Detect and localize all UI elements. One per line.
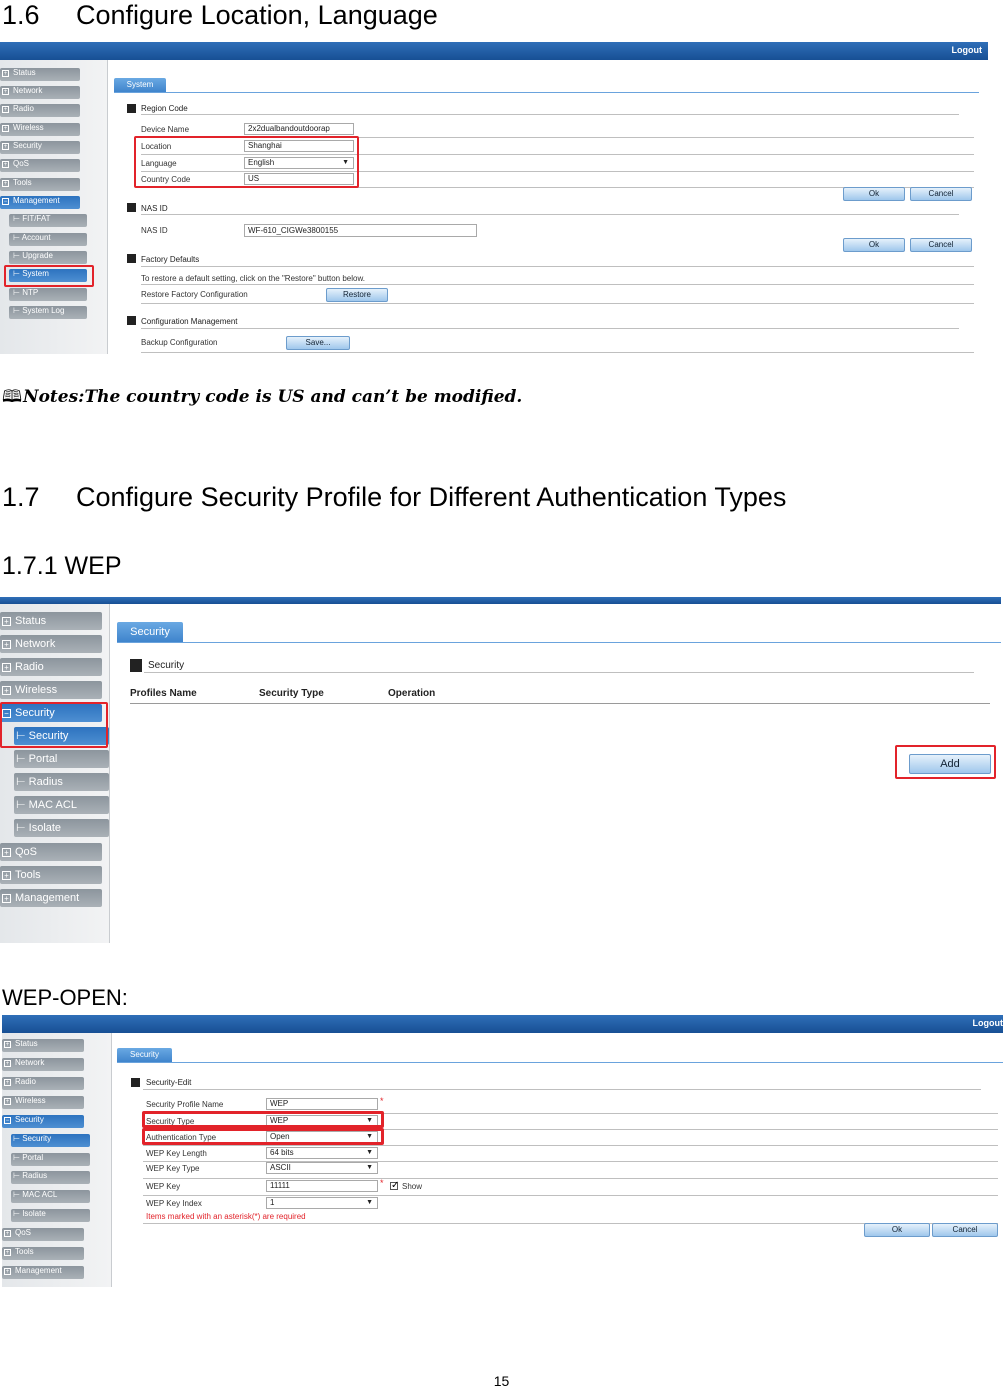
top-bar (0, 42, 988, 60)
sidebar (0, 60, 108, 354)
label-wep-key-index: WEP Key Index (146, 1199, 202, 1208)
nav-item-status[interactable]: + Status (2, 1039, 84, 1052)
heading-number: 1.7 (2, 482, 40, 512)
nav-item-security[interactable]: + Security (0, 141, 80, 154)
label-nas-id: NAS ID (141, 226, 168, 235)
nas-ok-button[interactable]: Ok (843, 238, 905, 252)
subnav-item-security[interactable]: ⊢ Security (11, 1134, 90, 1147)
nav-item-status[interactable]: + Status (0, 68, 80, 81)
label-authentication-type: Authentication Type (146, 1133, 217, 1142)
authentication-type-select[interactable]: Open ▼ (266, 1131, 378, 1143)
section-title-config-management: Configuration Management (141, 317, 238, 326)
screenshot-security-list (0, 597, 1001, 943)
highlight-authentication-type (142, 1128, 384, 1145)
tab-system[interactable]: System (114, 78, 166, 92)
label-device-name: Device Name (141, 125, 190, 134)
sidebar (2, 1033, 112, 1287)
chevron-down-icon: ▼ (366, 1149, 373, 1156)
heading-text: Configure Security Profile for Different Authentication Types (76, 482, 787, 512)
highlight-security-type (142, 1111, 384, 1128)
subnav-item-ntp[interactable]: ⊢ NTP (9, 288, 87, 301)
subnav-item-upgrade[interactable]: ⊢ Upgrade (9, 251, 87, 264)
book-icon: 🕮 (2, 387, 23, 407)
subnav-item-portal[interactable]: ⊢ Portal (11, 1153, 90, 1166)
label-security-profile-name: Security Profile Name (146, 1100, 224, 1109)
nav-item-qos[interactable]: + QoS (0, 159, 80, 172)
security-type-select[interactable]: WEP ▼ (266, 1115, 378, 1127)
nav-item-wireless[interactable]: + Wireless (0, 123, 80, 136)
nav-item-wireless[interactable]: + Wireless (0, 681, 102, 699)
label-backup-configuration: Backup Configuration (141, 338, 218, 347)
nav-item-status[interactable]: + Status (0, 612, 102, 630)
top-bar (0, 597, 1001, 604)
subnav-item-portal[interactable]: ⊢ Portal (14, 750, 109, 768)
heading-1-7 (2, 482, 786, 513)
section-title-security-edit: Security-Edit (146, 1078, 192, 1087)
content-area (113, 1033, 1003, 1287)
subnav-item-isolate[interactable]: ⊢ Isolate (11, 1209, 90, 1222)
screenshot-system-settings (0, 42, 988, 354)
nav-item-qos[interactable]: + QoS (0, 843, 102, 861)
highlight-system-nav (4, 265, 94, 287)
logout-link[interactable]: Logout (951, 45, 982, 55)
chevron-down-icon: ▼ (342, 159, 349, 166)
restore-button[interactable]: Restore (326, 288, 388, 302)
label-wep-key-length: WEP Key Length (146, 1149, 207, 1158)
label-location: Location (141, 142, 172, 151)
device-name-input[interactable]: 2x2dualbandoutdoorap (244, 123, 354, 135)
region-ok-button[interactable]: Ok (843, 187, 905, 201)
wep-key-index-select[interactable]: 1 ▼ (266, 1197, 378, 1209)
chevron-down-icon: ▼ (366, 1117, 373, 1124)
nav-item-network[interactable]: + Network (0, 86, 80, 99)
heading-1-6 (2, 0, 438, 31)
required-fields-note: Items marked with an asterisk(*) are required (146, 1212, 306, 1221)
subnav-item-fit-fat[interactable]: ⊢ FIT/FAT (9, 214, 87, 227)
cancel-button[interactable]: Cancel (932, 1223, 998, 1237)
wep-key-length-select[interactable]: 64 bits ▼ (266, 1147, 378, 1159)
label-language: Language (141, 159, 177, 168)
nav-item-qos[interactable]: + QoS (2, 1228, 84, 1241)
label-wep-key-type: WEP Key Type (146, 1164, 200, 1173)
section-title-region-code: Region Code (141, 104, 188, 113)
subnav-item-system[interactable]: ⊢ System (9, 269, 87, 282)
language-select[interactable]: English ▼ (244, 157, 354, 169)
wep-key-input[interactable]: 11111 (266, 1180, 378, 1192)
add-profile-button[interactable]: Add (909, 754, 991, 774)
subnav-item-security[interactable]: ⊢ Security (14, 727, 109, 745)
sidebar (0, 604, 110, 943)
tab-security[interactable]: Security (117, 1048, 172, 1062)
nas-cancel-button[interactable]: Cancel (910, 238, 972, 252)
note (2, 384, 522, 413)
nav-item-tools[interactable]: + Tools (0, 178, 80, 191)
subnav-item-mac-acl[interactable]: ⊢ MAC ACL (11, 1190, 90, 1203)
label-security-type: Security Type (146, 1117, 195, 1126)
nav-item-tools[interactable]: + Tools (0, 866, 102, 884)
nav-item-management[interactable]: + Management (2, 1266, 84, 1279)
note-text: Notes:The country code is US and can’t be modified. (23, 387, 523, 407)
nas-id-input[interactable]: WF-610_CIGWe3800155 (244, 224, 477, 237)
subnav-item-isolate[interactable]: ⊢ Isolate (14, 819, 109, 837)
nav-item-management[interactable]: − Management (0, 196, 80, 209)
nav-item-radio[interactable]: + Radio (0, 658, 102, 676)
page-number: 15 (493, 1373, 510, 1388)
column-profiles-name: Profiles Name (130, 688, 197, 699)
section-title-factory-defaults: Factory Defaults (141, 255, 200, 264)
chevron-down-icon: ▼ (366, 1164, 373, 1171)
nav-item-management[interactable]: + Management (0, 889, 102, 907)
wep-key-type-select[interactable]: ASCII ▼ (266, 1162, 378, 1174)
required-asterisk: * (380, 1096, 384, 1106)
factory-hint-text: To restore a default setting, click on the "Restore" button below. (141, 274, 366, 283)
chevron-down-icon: ▼ (366, 1199, 373, 1206)
subnav-item-radius[interactable]: ⊢ Radius (11, 1171, 90, 1184)
section-title-nas-id: NAS ID (141, 204, 168, 213)
highlight-add-button (895, 745, 996, 779)
nav-item-security[interactable]: − Security (2, 1115, 84, 1128)
label-country-code: Country Code (141, 175, 191, 184)
subnav-item-account[interactable]: ⊢ Account (9, 233, 87, 246)
top-bar (2, 1015, 1003, 1033)
chevron-down-icon: ▼ (366, 1133, 373, 1140)
save-config-button[interactable]: Save... (286, 336, 350, 350)
subnav-item-system-log[interactable]: ⊢ System Log (9, 306, 87, 319)
nav-item-radio[interactable]: + Radio (0, 104, 80, 117)
country-code-input: US (244, 173, 354, 185)
section-title-security: Security (148, 660, 185, 671)
column-operation: Operation (388, 688, 436, 699)
nav-item-tools[interactable]: + Tools (2, 1247, 84, 1260)
show-key-checkbox[interactable] (390, 1182, 398, 1190)
label-restore-factory: Restore Factory Configuration (141, 290, 248, 299)
logout-link[interactable]: Logout (972, 1018, 1003, 1028)
heading-1-7-1: 1.7.1 WEP (2, 552, 122, 580)
screenshot-security-edit-wep (2, 1015, 1003, 1287)
label-show: Show (402, 1182, 423, 1191)
nav-item-security[interactable]: − Security (0, 704, 102, 722)
nav-item-network[interactable]: + Network (0, 635, 102, 653)
highlight-region-fields (134, 136, 359, 188)
content-area (111, 604, 1001, 943)
column-security-type: Security Type (259, 688, 324, 699)
tab-security[interactable]: Security (117, 622, 183, 642)
content-area (109, 60, 988, 354)
nav-item-wireless[interactable]: + Wireless (2, 1096, 84, 1109)
heading-number: 1.6 (2, 0, 40, 30)
label-wep-key: WEP Key (146, 1182, 181, 1191)
region-cancel-button[interactable]: Cancel (910, 187, 972, 201)
security-profile-name-input[interactable]: WEP (266, 1098, 378, 1110)
ok-button[interactable]: Ok (864, 1223, 930, 1237)
subnav-item-mac-acl[interactable]: ⊢ MAC ACL (14, 796, 109, 814)
highlight-security-nav (0, 702, 108, 748)
location-input[interactable]: Shanghai (244, 140, 354, 152)
nav-item-network[interactable]: + Network (2, 1058, 84, 1071)
wep-open-label: WEP-OPEN: (2, 985, 128, 1010)
nav-item-radio[interactable]: + Radio (2, 1077, 84, 1090)
subnav-item-radius[interactable]: ⊢ Radius (14, 773, 109, 791)
heading-text: Configure Location, Language (76, 0, 438, 30)
required-asterisk: * (380, 1178, 384, 1188)
